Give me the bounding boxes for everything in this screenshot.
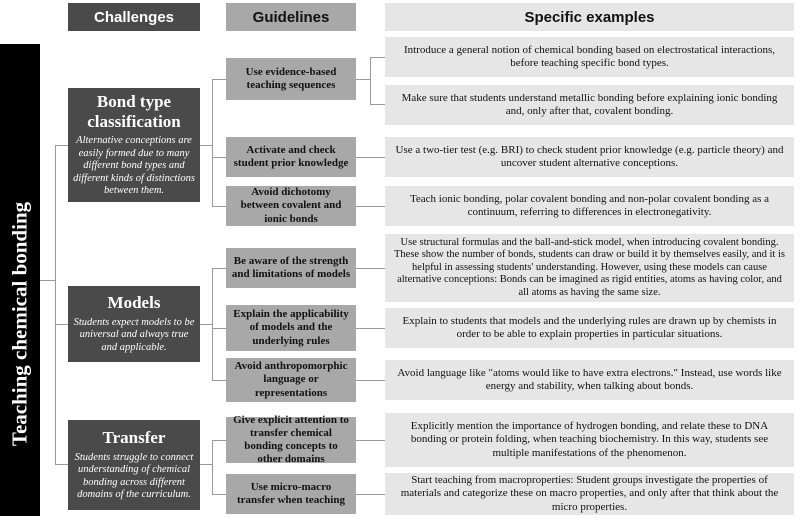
connector-line	[212, 268, 226, 269]
connector-line	[40, 280, 56, 281]
example-models-rules-chemists: Explain to students that models and the underlying rules are drawn up by chemists in order to be able to explain properties in particular situations.	[385, 308, 794, 348]
challenge-bond-type-classification	[68, 88, 200, 202]
connector-line	[356, 328, 385, 329]
side-title: Teaching chemical bonding	[7, 201, 32, 447]
example-metallic-bonding-first: Make sure that students understand metallic bonding before explaining ionic bonding and, only after that, covalent bonding.	[385, 85, 794, 125]
connector-line	[55, 324, 68, 325]
connector-line	[212, 206, 226, 207]
example-avoid-atom-language: Avoid language like "atoms would like to have extra electrons." Instead, use words like energy and stability, when talking about bonds.	[385, 360, 794, 400]
connector-line	[212, 440, 226, 441]
connector-line	[212, 79, 226, 80]
connector-line	[356, 206, 385, 207]
example-structural-formulas: Use structural formulas and the ball-and-stick model, when introducing covalent bonding. These show the number of bonds, students can draw or build it by themselves easily, and it is helpful in assessing students' understanding. However, using these models can cause alternative conceptions: Bonds can be imagined as rigid entities, atoms as having color, and all atoms as having the same size.	[385, 234, 794, 302]
example-macroproperties: Start teaching from macroproperties: Student groups investigate the properties of materials and categorize these on macro properties, and only after that think about the micro properties.	[385, 473, 794, 515]
connector-line	[356, 494, 385, 495]
connector-line	[212, 157, 226, 158]
connector-line	[212, 268, 213, 381]
connector-line	[212, 440, 213, 495]
connector-line	[356, 380, 385, 381]
connector-line	[356, 440, 385, 441]
connector-line	[356, 79, 371, 80]
example-general-notion-bonding: Introduce a general notion of chemical bonding based on electrostatical interactions, before teaching specific bond types.	[385, 37, 794, 77]
challenge-title: Bond type classification	[87, 91, 181, 131]
challenge-description: Students struggle to connect understanding of chemical bonding across different domains of the curriculum.	[74, 451, 194, 501]
challenge-description: Alternative conceptions are easily formed due to many different bond types and different kinds of distinctions between them.	[73, 135, 195, 197]
challenge-transfer	[68, 420, 200, 510]
connector-line	[356, 157, 385, 158]
guideline-evidence-based-sequences: Use evidence-based teaching sequences	[226, 58, 356, 100]
connector-line	[55, 145, 68, 146]
example-two-tier-test: Use a two-tier test (e.g. BRI) to check student prior knowledge (e.g. particle theory) and uncover student alternative conceptions.	[385, 137, 794, 177]
connector-line	[212, 328, 226, 329]
guideline-strength-limitations-models: Be aware of the strength and limitations of models	[226, 248, 356, 288]
guideline-micro-macro-transfer: Use micro-macro transfer when teaching	[226, 474, 356, 514]
challenge-description: Students expect models to be universal and always true and applicable.	[73, 316, 195, 354]
header-examples: Specific examples	[385, 3, 794, 31]
header-challenges: Challenges	[68, 3, 200, 31]
guideline-avoid-dichotomy: Avoid dichotomy between covalent and ionic bonds	[226, 186, 356, 226]
challenge-title: Transfer	[102, 428, 166, 448]
connector-line	[370, 104, 385, 105]
header-guidelines: Guidelines	[226, 3, 356, 31]
connector-line	[370, 57, 371, 105]
connector-line	[55, 145, 56, 465]
guideline-applicability-models: Explain the applicability of models and the underlying rules	[226, 305, 356, 351]
connector-line	[212, 494, 226, 495]
guideline-prior-knowledge: Activate and check student prior knowledge	[226, 137, 356, 177]
example-continuum-bonding: Teach ionic bonding, polar covalent bonding and non-polar covalent bonding as a continuum, referring to differences in electronegativity.	[385, 186, 794, 226]
challenge-models	[68, 286, 200, 362]
example-hydrogen-bonding: Explicitly mention the importance of hydrogen bonding, and relate these to DNA bonding or protein folding, when teaching biochemistry. In this way, students see multiple manifestations of the phenomenon.	[385, 413, 794, 467]
connector-line	[55, 464, 68, 465]
connector-line	[212, 380, 226, 381]
challenge-title: Models	[107, 293, 161, 313]
connector-line	[212, 79, 213, 207]
connector-line	[356, 268, 385, 269]
connector-line	[370, 57, 385, 58]
side-title-bar	[0, 44, 40, 516]
guideline-explicit-transfer: Give explicit attention to transfer chemical bonding concepts to other domains	[226, 417, 356, 463]
guideline-avoid-anthropomorphic: Avoid anthropomorphic language or representations	[226, 358, 356, 402]
